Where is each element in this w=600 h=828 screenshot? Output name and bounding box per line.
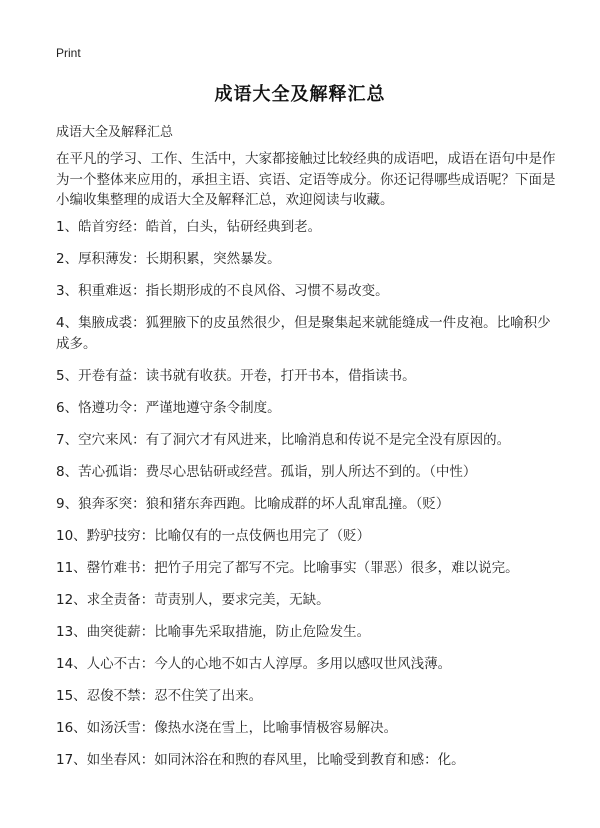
- entry-separator: ：: [140, 687, 155, 704]
- list-item: [56, 590, 556, 611]
- idiom-definition: 指长期形成的不良风俗、习惯不易改变。: [145, 283, 389, 299]
- idiom-definition: 皓首，白头，钻研经典到老。: [145, 219, 322, 235]
- entry-separator: ：: [132, 463, 146, 480]
- entry-number: 16、: [56, 719, 87, 736]
- list-item: [56, 654, 556, 675]
- idiom-term: 人心不古: [86, 655, 141, 672]
- entry-number: 15、: [56, 687, 87, 704]
- idiom-term: 恪遵功令: [78, 399, 133, 416]
- entry-separator: ：: [132, 367, 146, 384]
- idiom-definition: 严谨地遵守条令制度。: [145, 399, 281, 416]
- entry-number: 3、: [56, 283, 79, 299]
- idiom-definition: 如同沐浴在和煦的春风里，比喻受到教育和感：化。: [154, 751, 465, 768]
- entry-separator: ：: [132, 315, 146, 331]
- entry-separator: ：: [140, 751, 155, 768]
- list-item: [56, 718, 556, 739]
- idiom-term: 罄竹难书: [86, 559, 141, 576]
- idiom-definition: 读书就有收获。开卷，打开书本，借指读书。: [145, 367, 416, 384]
- list-item: [56, 622, 556, 643]
- list-item: [56, 366, 556, 387]
- list-item: [56, 462, 556, 483]
- idiom-list: [56, 217, 556, 782]
- idiom-definition: 比喻仅有的一点伎俩也用完了（贬）: [154, 527, 371, 544]
- idiom-term: 忍俊不禁: [86, 687, 141, 704]
- list-item: [56, 750, 556, 771]
- idiom-term: 厚积薄发: [78, 251, 133, 267]
- entry-number: 1、: [56, 219, 79, 235]
- idiom-term: 积重难返: [78, 283, 133, 299]
- entry-number: 11、: [56, 559, 87, 576]
- entry-number: 6、: [56, 399, 79, 416]
- idiom-term: 狼奔豕突: [78, 495, 133, 512]
- entry-number: 8、: [56, 463, 79, 480]
- idiom-term: 空穴来风: [78, 431, 133, 448]
- entry-number: 10、: [56, 527, 87, 544]
- entry-number: 14、: [56, 655, 87, 672]
- idiom-definition: 长期积累，突然暴发。: [145, 251, 281, 267]
- entry-separator: ：: [132, 495, 146, 512]
- idiom-term: 开卷有益: [78, 367, 133, 384]
- entry-separator: ：: [132, 219, 146, 235]
- idiom-definition: 有了洞穴才有风进来，比喻消息和传说不是完全没有原因的。: [145, 431, 511, 448]
- idiom-term: 苦心孤诣: [78, 463, 133, 480]
- list-item: [56, 430, 556, 451]
- list-item: [56, 526, 556, 547]
- entry-separator: ：: [140, 527, 155, 544]
- list-item: [56, 398, 556, 419]
- entry-number: 2、: [56, 251, 79, 267]
- idiom-definition: 忍不住笑了出来。: [154, 687, 263, 704]
- idiom-term: 曲突徙薪: [86, 623, 141, 640]
- idiom-definition: 把竹子用完了都写不完。比喻事实（罪恶）很多，难以说完。: [154, 559, 519, 576]
- list-item: [56, 686, 556, 707]
- print-link[interactable]: Print: [56, 46, 81, 60]
- entry-number: 12、: [56, 591, 87, 608]
- list-item: [56, 558, 556, 579]
- entry-separator: ：: [132, 431, 146, 448]
- list-item: [56, 217, 556, 238]
- idiom-term: 如坐春风: [86, 751, 141, 768]
- entry-number: 7、: [56, 431, 79, 448]
- entry-separator: ：: [132, 399, 146, 416]
- list-item: [56, 249, 556, 270]
- idiom-definition: 费尽心思钻研或经营。孤诣，别人所达不到的。（中性）: [145, 463, 477, 480]
- entry-number: 4、: [56, 315, 79, 331]
- idiom-term: 黔驴技穷: [86, 527, 141, 544]
- idiom-definition: 比喻事先采取措施，防止危险发生。: [154, 623, 371, 640]
- idiom-term: 如汤沃雪: [86, 719, 141, 736]
- list-item: [56, 494, 556, 515]
- idiom-definition: 今人的心地不如古人淳厚。多用以感叹世风浅薄。: [154, 655, 452, 672]
- idiom-definition: 像热水浇在雪上，比喻事情极容易解决。: [154, 719, 398, 736]
- page-title: 成语大全及解释汇总: [214, 84, 386, 105]
- idiom-definition: 狐狸腋下的皮虽然很少，但是聚集起来就能缝成一件皮袍。比喻积少成多。: [56, 315, 551, 352]
- entry-separator: ：: [140, 591, 155, 608]
- idiom-definition: 狼和猪东奔西跑。比喻成群的坏人乱窜乱撞。（贬）: [145, 495, 450, 512]
- idiom-term: 集腋成裘: [78, 315, 133, 331]
- entry-separator: ：: [132, 283, 146, 299]
- idiom-term: 皓首穷经: [78, 219, 133, 235]
- entry-number: 17、: [56, 751, 87, 768]
- entry-separator: ：: [140, 655, 155, 672]
- entry-separator: ：: [140, 623, 155, 640]
- idiom-term: 求全责备: [86, 591, 141, 608]
- list-item: [56, 313, 556, 354]
- entry-number: 9、: [56, 495, 79, 512]
- intro-paragraph: 在平凡的学习、工作、生活中，大家都接触过比较经典的成语吧，成语在语句中是作为一个整体来应用的，承担主语、宾语、定语等成分。你还记得哪些成语呢？下面是小编收集整理的成语大全及解释汇总，欢迎阅读与收藏。: [56, 151, 556, 208]
- entry-number: 13、: [56, 623, 87, 640]
- document-subtitle: 成语大全及解释汇总: [56, 125, 174, 140]
- entry-separator: ：: [140, 559, 155, 576]
- entry-separator: ：: [140, 719, 155, 736]
- idiom-definition: 苛责别人，要求完美，无缺。: [154, 591, 330, 608]
- entry-number: 5、: [56, 367, 79, 384]
- list-item: [56, 281, 556, 302]
- entry-separator: ：: [132, 251, 146, 267]
